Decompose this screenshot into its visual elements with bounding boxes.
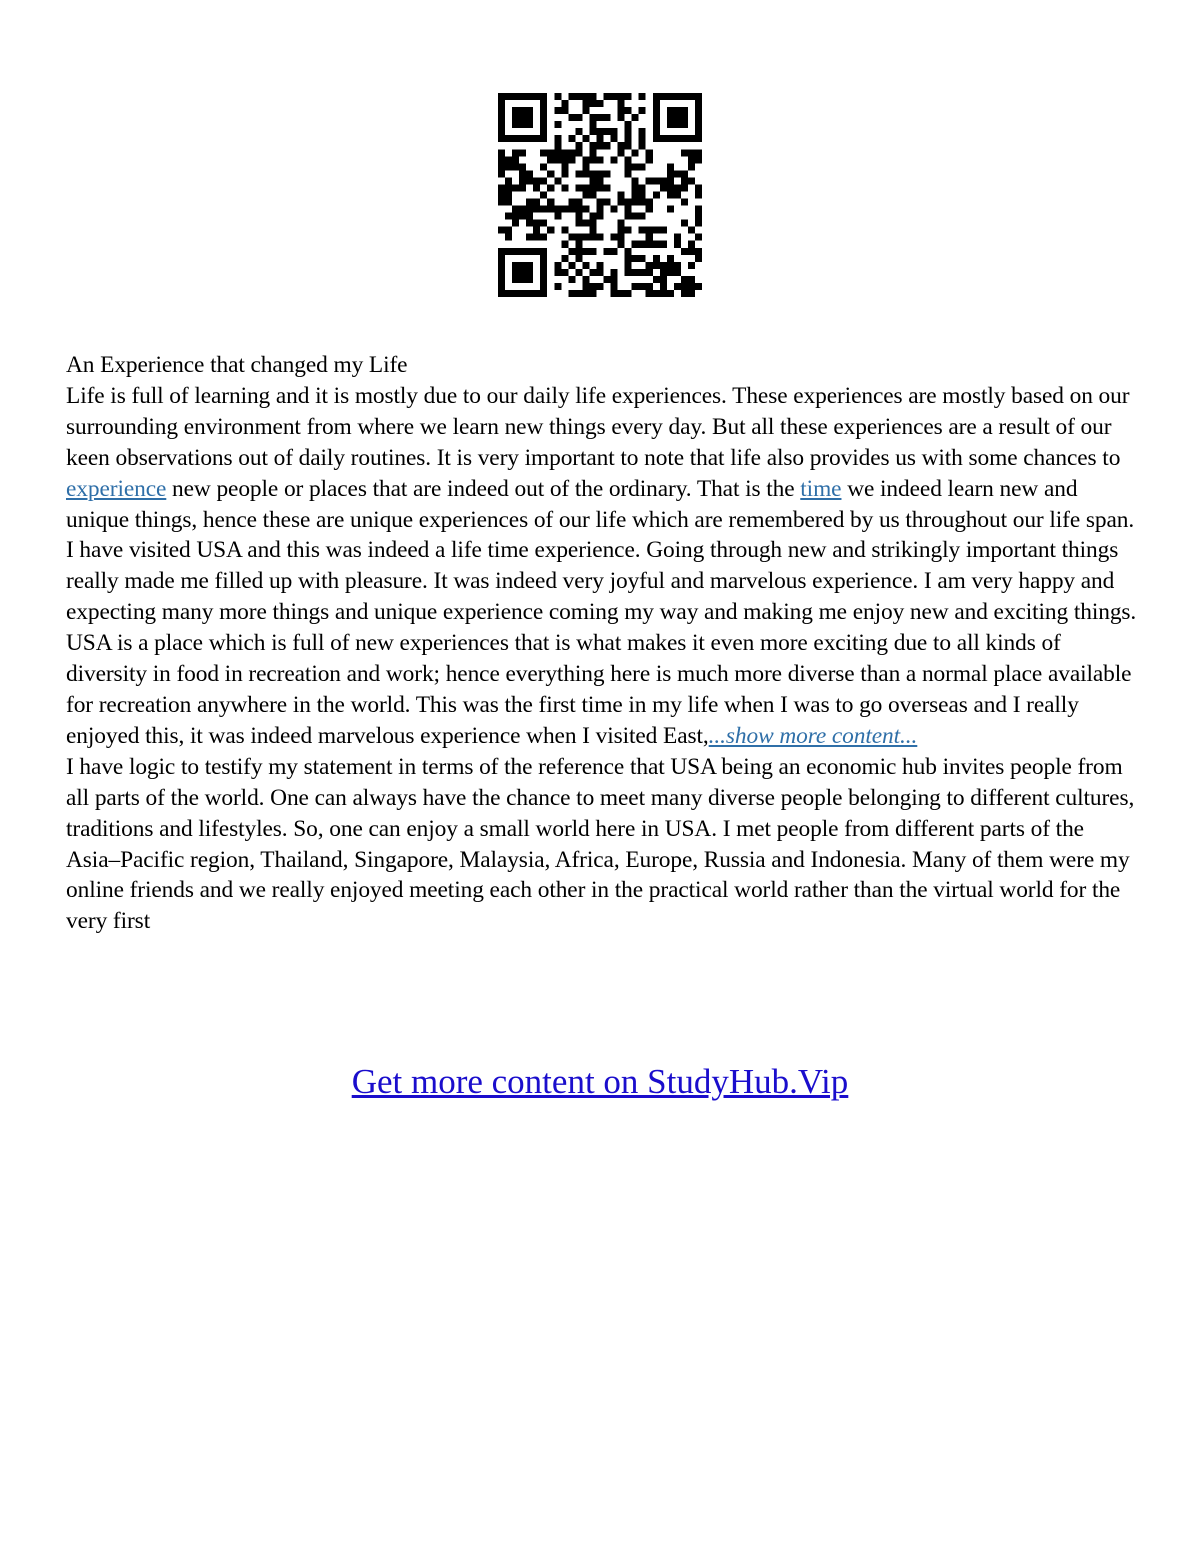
experience-link[interactable]: experience — [66, 475, 167, 502]
paragraph-1-text-a: Life is full of learning and it is mostly due to our daily life experiences. These experiences are mostly based on our surrounding environment from where we learn new things every day. But all these experiences are a result of our keen observations out of daily routines. It is very important to note that life also provides us with some chances to — [66, 382, 1130, 471]
document-title: An Experience that changed my Life — [66, 352, 408, 378]
time-link[interactable]: time — [800, 475, 842, 502]
studyhub-link[interactable]: Get more content on StudyHub.Vip — [351, 1062, 849, 1101]
paragraph-1-text-b: new people or places that are indeed out of the ordinary. That is the — [166, 475, 801, 502]
document-body — [66, 350, 1141, 937]
show-more-link[interactable]: ...show more content... — [708, 722, 918, 749]
paragraph-2-text: USA is a place which is full of new experiences that is what makes it even more exciting due to all kinds of diversity in food in recreation and work; hence everything here is much more diverse than a normal place available for recreation anywhere in the world. This was the first time in my life when I was to go overseas and I really enjoyed this, it was indeed marvelous experience when I visited East, — [66, 630, 1132, 749]
paragraph-2 — [66, 628, 1141, 752]
qr-code-graphic — [498, 93, 702, 297]
footer — [0, 1062, 1200, 1102]
paragraph-1-text-c: we indeed learn new and unique things, hence these are unique experiences of our life which are remembered by us throughout our life span. I have visited USA and this was indeed a life time experience. Going through new and strikingly important things really made me filled up with pleasure. It was indeed very joyful and marvelous experience. I am very happy and expecting many more things and unique experience coming my way and making me enjoy new and exciting things. — [66, 475, 1137, 626]
paragraph-1 — [66, 381, 1141, 628]
paragraph-3: I have logic to testify my statement in terms of the reference that USA being an economic hub invites people from all parts of the world. One can always have the chance to meet many diverse people belonging to different cultures, traditions and lifestyles. So, one can enjoy a small world here in USA. I met people from different parts of the Asia–Pacific region, Thailand, Singapore, Malaysia, Africa, Europe, Russia and Indonesia. Many of them were my online friends and we really enjoyed meeting each other in the practical world rather than the virtual world for the very first — [66, 753, 1135, 935]
qr-code-icon — [498, 93, 702, 297]
